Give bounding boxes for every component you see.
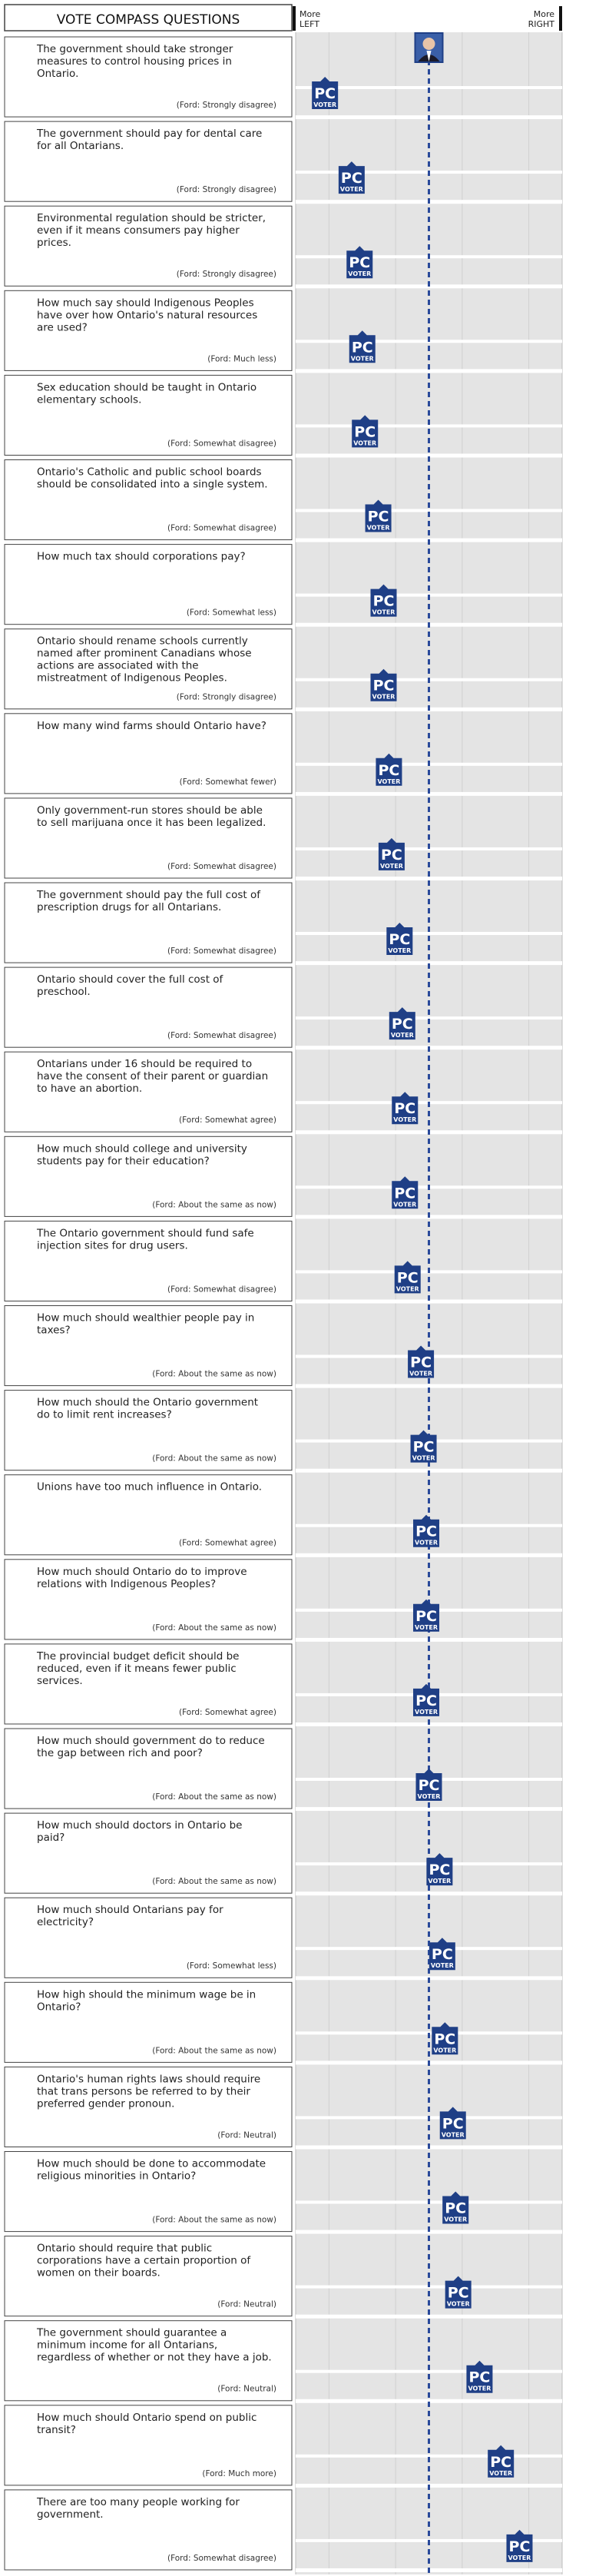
- ford-position-label: (Ford: About the same as now): [152, 1454, 276, 1464]
- question-text-line: preschool.: [37, 986, 91, 999]
- question-text-line: actions are associated with the: [37, 659, 199, 672]
- question-text-line: How much should the Ontario government: [37, 1396, 259, 1409]
- pc-voter-marker: [392, 1176, 418, 1208]
- question-text-line: Ontario.: [37, 68, 79, 80]
- marker-sublabel: VOTER: [366, 524, 390, 532]
- question-text-line: should be consolidated into a single system.: [37, 478, 268, 491]
- ford-position-label: (Ford: Somewhat disagree): [167, 2553, 276, 2563]
- question-text-line: The government should guarantee a: [37, 2326, 227, 2339]
- marker-sublabel: VOTER: [489, 2469, 513, 2477]
- marker-sublabel: VOTER: [415, 1539, 438, 1547]
- question-text-line: mistreatment of Indigenous Peoples.: [37, 671, 227, 685]
- pc-voter-marker: [346, 246, 372, 278]
- pc-voter-marker: [413, 1684, 439, 1716]
- question-text-line: regardless of whether or not they have a job.: [37, 2351, 272, 2364]
- question-text-line: government.: [37, 2508, 104, 2521]
- marker-label: PC: [445, 2200, 467, 2217]
- marker-label: PC: [349, 254, 371, 272]
- ford-position-label: (Ford: About the same as now): [152, 1623, 276, 1633]
- question-text-line: to sell marijuana once it has been legalized.: [37, 816, 266, 829]
- ford-position-label: (Ford: Somewhat disagree): [167, 861, 276, 871]
- marker-label: PC: [394, 1100, 416, 1118]
- marker-sublabel: VOTER: [428, 1878, 452, 1885]
- marker-sublabel: VOTER: [353, 439, 377, 447]
- marker-label: PC: [372, 592, 395, 610]
- ford-position-label: (Ford: Somewhat agree): [179, 1707, 276, 1717]
- pc-voter-marker: [408, 1346, 434, 1378]
- marker-sublabel: VOTER: [379, 862, 403, 870]
- question-text-line: to have an abortion.: [37, 1082, 143, 1096]
- row-separator: [296, 1384, 562, 1388]
- question-text-line: named after prominent Canadians whose: [37, 647, 252, 660]
- ford-position-label: (Ford: About the same as now): [152, 1877, 276, 1887]
- marker-label: PC: [340, 170, 362, 187]
- ford-position-label: (Ford: About the same as now): [152, 2215, 276, 2225]
- question-text-line: taxes?: [37, 1324, 71, 1337]
- left-edge-tick: [293, 6, 296, 31]
- pc-voter-marker: [376, 754, 402, 786]
- pc-voter-marker: [371, 669, 397, 701]
- marker-sublabel: VOTER: [412, 1454, 435, 1462]
- marker-sublabel: VOTER: [446, 2300, 470, 2308]
- ford-position-label: (Ford: About the same as now): [152, 1369, 276, 1379]
- pc-voter-marker: [411, 1431, 437, 1463]
- pc-voter-marker: [506, 2530, 532, 2562]
- marker-sublabel: VOTER: [415, 1623, 438, 1631]
- axis-left-label-line1: More: [300, 9, 321, 19]
- question-text-line: elementary schools.: [37, 393, 142, 406]
- marker-label: PC: [468, 2369, 491, 2386]
- marker-label: PC: [396, 1269, 419, 1287]
- question-text-line: There are too many people working for: [37, 2495, 240, 2508]
- marker-label: PC: [351, 339, 373, 356]
- row-midline: [296, 2370, 562, 2373]
- question-text-line: How much should government do to reduce: [37, 1735, 265, 1747]
- marker-sublabel: VOTER: [409, 1370, 433, 1378]
- pc-voter-marker: [392, 1092, 418, 1124]
- ford-position-label: (Ford: Somewhat less): [186, 1961, 276, 1971]
- marker-sublabel: VOTER: [444, 2216, 468, 2223]
- question-text-line: How high should the minimum wage be in: [37, 1988, 256, 2001]
- marker-label: PC: [394, 1185, 416, 1202]
- question-text-line: services.: [37, 1674, 83, 1687]
- axis-right-label-line2: RIGHT: [528, 19, 554, 29]
- question-text-line: reduced, even if it means fewer public: [37, 1662, 237, 1675]
- question-text-line: Ontarians under 16 should be required to: [37, 1058, 253, 1071]
- question-text-line: the gap between rich and poor?: [37, 1747, 203, 1759]
- axis-left-label-line2: LEFT: [300, 19, 319, 29]
- question-text-line: electricity?: [37, 1916, 94, 1929]
- marker-label: PC: [354, 423, 376, 441]
- marker-label: PC: [431, 1946, 453, 1964]
- ford-position-label: (Ford: Neutral): [217, 2299, 276, 2309]
- marker-sublabel: VOTER: [415, 1708, 438, 1716]
- question-text-line: that trans persons be referred to by their: [37, 2085, 250, 2098]
- question-text-line: Ontario should rename schools currently: [37, 635, 248, 648]
- marker-label: PC: [429, 1862, 451, 1879]
- question-text-line: Sex education should be taught in Ontario: [37, 381, 257, 394]
- portrait-head: [423, 38, 435, 50]
- question-text-line: have over how Ontario's natural resources: [37, 309, 258, 322]
- row-separator: [296, 369, 562, 373]
- marker-sublabel: VOTER: [393, 1116, 417, 1124]
- marker-label: PC: [508, 2538, 531, 2555]
- question-text-line: How much should doctors in Ontario be: [37, 1819, 243, 1832]
- ford-position-label: (Ford: Somewhat disagree): [167, 439, 276, 449]
- ford-position-label: (Ford: Strongly disagree): [176, 101, 276, 110]
- marker-sublabel: VOTER: [395, 1285, 419, 1293]
- ford-position-label: (Ford: Much more): [202, 2468, 276, 2478]
- ford-position-label: (Ford: Strongly disagree): [176, 692, 276, 702]
- question-text-line: Ontario should cover the full cost of: [37, 973, 223, 986]
- question-text-line: Ontario's Catholic and public school boards: [37, 466, 262, 479]
- marker-sublabel: VOTER: [372, 693, 395, 701]
- pc-voter-marker: [389, 1007, 415, 1039]
- question-text-line: How much tax should corporations pay?: [37, 550, 246, 563]
- ford-position-label: (Ford: Much less): [207, 354, 276, 364]
- marker-label: PC: [372, 677, 395, 695]
- pc-voter-marker: [352, 415, 378, 447]
- marker-label: PC: [447, 2284, 469, 2302]
- row-midline: [296, 1947, 562, 1950]
- question-text-line: Ontario should require that public: [37, 2242, 213, 2255]
- ford-position-label: (Ford: About the same as now): [152, 1792, 276, 1802]
- pc-voter-marker: [432, 2022, 458, 2054]
- row-separator: [296, 2315, 562, 2319]
- marker-sublabel: VOTER: [393, 1201, 417, 1208]
- marker-sublabel: VOTER: [313, 101, 337, 108]
- marker-label: PC: [434, 2031, 456, 2048]
- question-text-line: How much should wealthier people pay in: [37, 1311, 255, 1324]
- question-text-line: preferred gender pronoun.: [37, 2097, 175, 2110]
- question-text-line: for all Ontarians.: [37, 140, 124, 153]
- question-text-line: even if it means consumers pay higher: [37, 224, 240, 237]
- marker-label: PC: [410, 1354, 432, 1371]
- pc-voter-marker: [371, 585, 397, 617]
- question-text-line: Only government-run stores should be able: [37, 804, 263, 817]
- question-text-line: students pay for their education?: [37, 1155, 210, 1168]
- marker-sublabel: VOTER: [390, 1032, 414, 1039]
- question-text-line: How much should Ontario spend on public: [37, 2411, 257, 2424]
- question-text-line: How much should Ontario do to improve: [37, 1565, 247, 1578]
- marker-sublabel: VOTER: [468, 2385, 491, 2392]
- marker-label: PC: [378, 761, 400, 779]
- question-text-line: injection sites for drug users.: [37, 1239, 188, 1252]
- pc-voter-marker: [413, 1600, 439, 1632]
- row-midline: [296, 932, 562, 935]
- pc-voter-marker: [426, 1853, 452, 1885]
- marker-sublabel: VOTER: [441, 2131, 465, 2139]
- pc-voter-marker: [312, 77, 338, 109]
- pc-voter-marker: [466, 2361, 492, 2393]
- pc-voter-marker: [442, 2192, 468, 2224]
- question-text-line: do to limit rent increases?: [37, 1408, 172, 1421]
- question-text-line: The government should take stronger: [37, 43, 233, 55]
- ford-position-label: (Ford: Somewhat fewer): [179, 777, 276, 787]
- ford-position-label: (Ford: Strongly disagree): [176, 185, 276, 195]
- right-edge-tick: [559, 6, 562, 31]
- pc-voter-marker: [413, 1515, 439, 1547]
- marker-label: PC: [418, 1777, 440, 1794]
- marker-label: PC: [412, 1438, 435, 1456]
- question-text-line: Ontario?: [37, 2001, 81, 2014]
- question-text-line: Ontario's human rights laws should require: [37, 2073, 261, 2086]
- row-separator: [296, 877, 562, 880]
- marker-sublabel: VOTER: [377, 777, 401, 785]
- ford-position-label: (Ford: Strongly disagree): [176, 270, 276, 280]
- pc-voter-marker: [349, 330, 376, 363]
- question-text-line: corporations have a certain proportion of: [37, 2254, 251, 2267]
- ford-position-label: (Ford: Somewhat agree): [179, 1116, 276, 1126]
- ford-position-label: (Ford: Somewhat less): [186, 608, 276, 618]
- marker-sublabel: VOTER: [508, 2554, 531, 2561]
- ford-position-label: (Ford: Somewhat disagree): [167, 1031, 276, 1041]
- marker-label: PC: [415, 1692, 437, 1709]
- question-text-line: paid?: [37, 1832, 65, 1845]
- ford-position-label: (Ford: Neutral): [217, 2130, 276, 2140]
- marker-label: PC: [314, 85, 336, 102]
- pc-voter-marker: [379, 838, 405, 870]
- question-text-line: have the consent of their parent or guardian: [37, 1070, 269, 1083]
- marker-label: PC: [490, 2453, 512, 2471]
- marker-label: PC: [380, 846, 402, 864]
- pc-voter-marker: [445, 2276, 472, 2309]
- marker-label: PC: [389, 931, 411, 948]
- question-text-line: minimum income for all Ontarians,: [37, 2339, 218, 2352]
- question-text-line: The provincial budget deficit should be: [37, 1649, 240, 1663]
- marker-label: PC: [367, 508, 389, 525]
- ford-position-label: (Ford: Somewhat disagree): [167, 523, 276, 533]
- question-text-line: The government should pay the full cost of: [37, 889, 260, 901]
- pc-voter-marker: [386, 923, 412, 955]
- question-text-line: The government should pay for dental care: [37, 128, 263, 141]
- question-text-line: relations with Indigenous Peoples?: [37, 1577, 217, 1590]
- marker-sublabel: VOTER: [339, 186, 363, 194]
- marker-label: PC: [391, 1016, 413, 1033]
- chart-title: VOTE COMPASS QUESTIONS: [56, 12, 240, 28]
- ford-position-label: (Ford: About the same as now): [152, 1200, 276, 1210]
- question-text-line: Unions have too much influence in Ontario.: [37, 1480, 263, 1494]
- row-midline: [296, 509, 562, 512]
- marker-sublabel: VOTER: [417, 1793, 441, 1800]
- marker-label: PC: [415, 1607, 437, 1625]
- pc-voter-marker: [416, 1769, 442, 1801]
- ford-position-label: (Ford: Somewhat disagree): [167, 1285, 276, 1295]
- ford-position-label: (Ford: Somewhat disagree): [167, 947, 276, 956]
- ford-position-label: (Ford: Somewhat agree): [179, 1538, 276, 1548]
- question-text-line: How much should Ontarians pay for: [37, 1904, 223, 1917]
- pc-voter-marker: [395, 1261, 421, 1293]
- marker-sublabel: VOTER: [372, 608, 395, 616]
- question-text-line: prescription drugs for all Ontarians.: [37, 901, 222, 913]
- question-text-line: How much should college and university: [37, 1142, 247, 1155]
- question-text-line: How much should be done to accommodate: [37, 2157, 266, 2170]
- pc-voter-marker: [429, 1938, 455, 1970]
- marker-sublabel: VOTER: [350, 355, 374, 363]
- marker-label: PC: [442, 2115, 464, 2133]
- question-text-line: How much say should Indigenous Peoples: [37, 297, 254, 310]
- marker-sublabel: VOTER: [430, 1962, 454, 1970]
- marker-label: PC: [415, 1523, 437, 1540]
- pc-voter-marker: [366, 500, 392, 532]
- question-text-line: prices.: [37, 237, 71, 250]
- ford-portrait-icon: [415, 32, 444, 63]
- question-text-line: are used?: [37, 321, 88, 334]
- marker-sublabel: VOTER: [433, 2047, 457, 2054]
- ford-position-label: (Ford: Neutral): [217, 2384, 276, 2394]
- pc-voter-marker: [339, 161, 365, 194]
- question-text-line: measures to control housing prices in: [37, 55, 232, 68]
- marker-sublabel: VOTER: [348, 270, 372, 278]
- question-text-line: The Ontario government should fund safe: [37, 1227, 254, 1240]
- axis-right-label-line1: More: [533, 9, 554, 19]
- question-text-line: Environmental regulation should be stricter,: [37, 212, 266, 225]
- question-text-line: How many wind farms should Ontario have?: [37, 719, 266, 732]
- question-text-line: transit?: [37, 2423, 76, 2436]
- question-text-line: religious minorities in Ontario?: [37, 2170, 197, 2183]
- question-text-line: women on their boards.: [37, 2266, 161, 2279]
- marker-sublabel: VOTER: [388, 947, 412, 954]
- pc-voter-marker: [440, 2107, 466, 2139]
- ford-position-label: (Ford: About the same as now): [152, 2046, 276, 2056]
- pc-voter-marker: [488, 2445, 514, 2478]
